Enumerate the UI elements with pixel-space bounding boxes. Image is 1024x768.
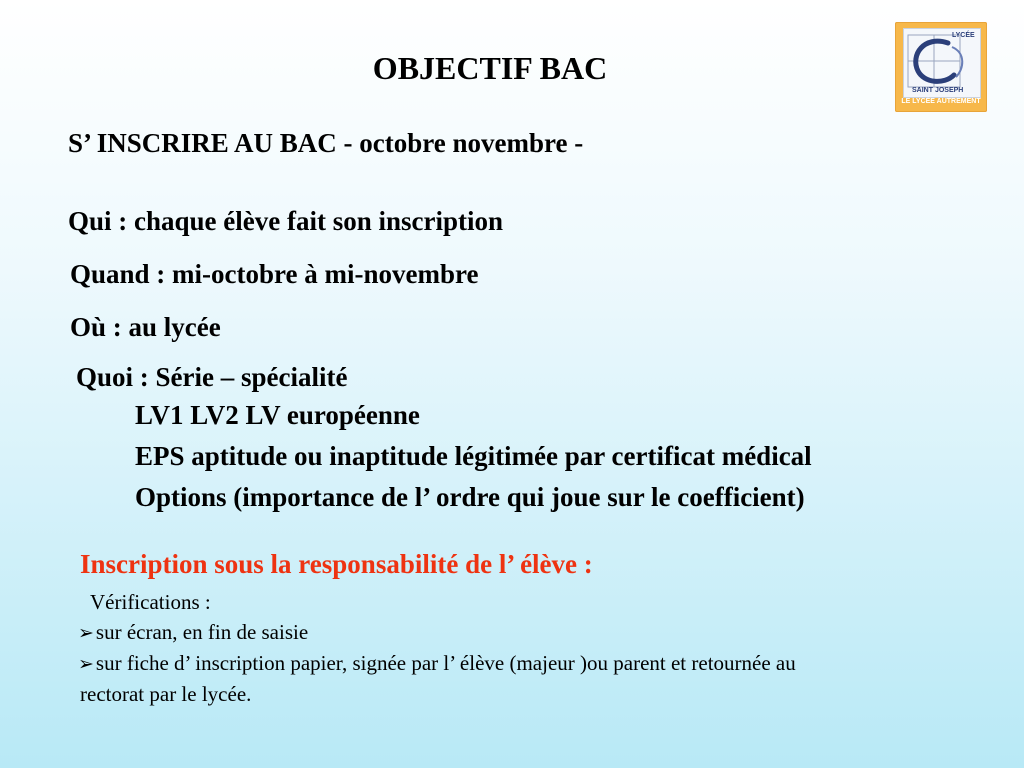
logo-tagline: LE LYCÉE AUTREMENT [901,98,981,105]
bullet-item [78,620,308,645]
arrow-bullet-icon: ➢ [78,623,94,644]
logo-top-label: LYCÉE [952,32,975,39]
bullet-continuation: rectorat par le lycée. [80,682,252,706]
line-quoi: Quoi : Série – spécialité [76,362,348,392]
quoi-item: Options (importance de l’ ordre qui joue sur le coefficient) [135,482,805,512]
responsibility-heading: Inscription sous la responsabilité de l’ élève : [80,549,593,579]
arrow-bullet-icon: ➢ [78,654,94,675]
quoi-item: LV1 LV2 LV européenne [135,400,420,430]
bullet-text: sur écran, en fin de saisie [95,620,309,644]
logo-name: SAINT JOSEPH [912,87,964,94]
bullet-item [78,651,796,676]
bullet-text: sur fiche d’ inscription papier, signée par l’ élève (majeur )ou parent et retournée au [95,651,796,675]
quoi-item: EPS aptitude ou inaptitude légitimée par certificat médical [135,441,812,471]
line-qui: Qui : chaque élève fait son inscription [68,206,504,236]
verifications-label: Vérifications : [90,590,211,614]
line-ou: Où : au lycée [70,312,221,342]
page-title: OBJECTIF BAC [372,50,608,86]
line-quand: Quand : mi-octobre à mi-novembre [70,259,479,289]
page-subtitle: S’ INSCRIRE AU BAC - octobre novembre - [68,128,584,158]
